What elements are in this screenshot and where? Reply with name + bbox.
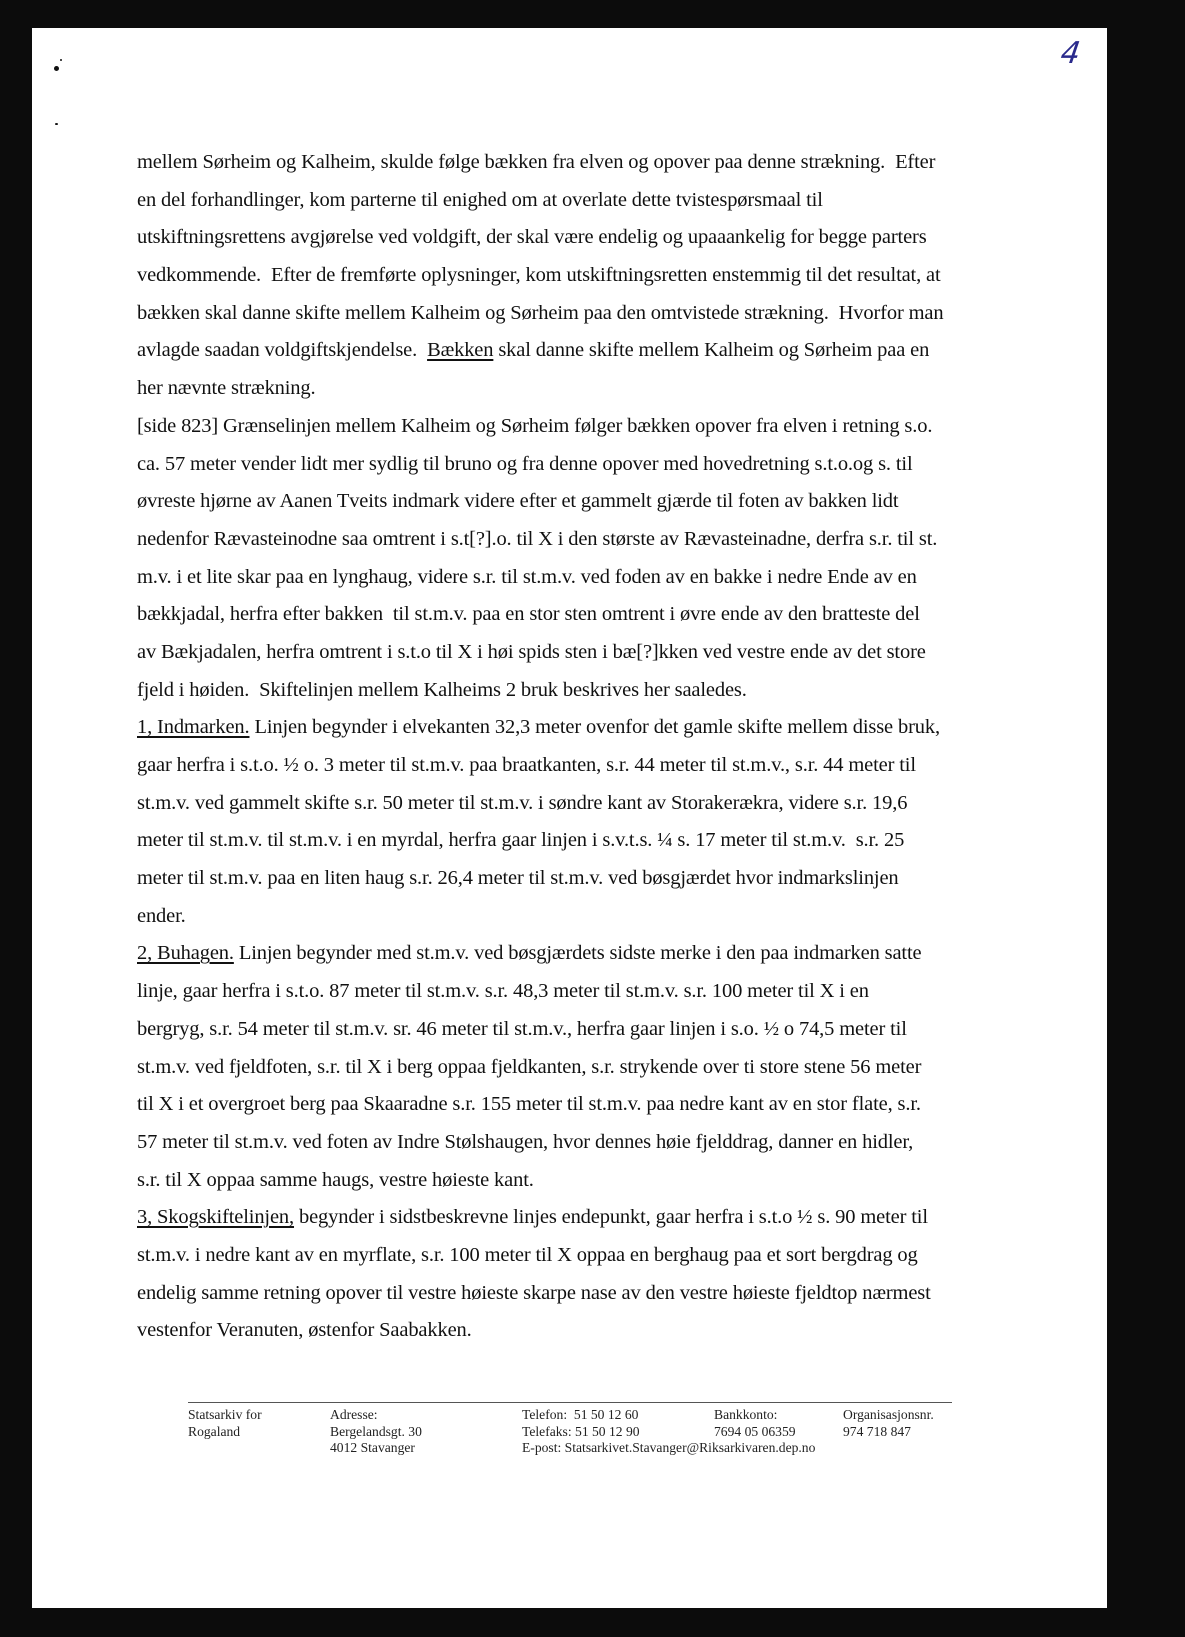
footer-org-number: [843, 1407, 934, 1440]
paragraph: [137, 935, 1037, 1199]
letterhead-footer: [188, 1402, 952, 1455]
line-text: endelig samme retning opover til vestre høieste skarpe nase av den vestre høieste fjeldtop nærmest: [137, 1281, 931, 1304]
paragraph: [137, 709, 1037, 935]
text-line: [137, 219, 1037, 257]
text-line: [137, 257, 1037, 295]
line-text: ca. 57 meter vender lidt mer sydlig til bruno og fra denne opover med hovedretning s.t.o.og s. til: [137, 452, 913, 475]
line-text: en del forhandlinger, kom parterne til enighed om at overlate dette tvistespørsmaal til: [137, 188, 823, 211]
line-text: meter til st.m.v. til st.m.v. i en myrdal, herfra gaar linjen i s.v.t.s. ¼ s. 17 meter til st.m.v. s.r. 25: [137, 829, 905, 852]
line-text: gaar herfra i s.t.o. ½ o. 3 meter til st.m.v. paa braatkanten, s.r. 44 meter til st.m.v., s.r. 44 meter til: [137, 754, 916, 776]
underlined-heading: 1, Indmarken.: [137, 716, 250, 739]
footer-text: Bankkonto:: [714, 1407, 778, 1422]
text-line: [137, 144, 1037, 182]
line-text: bergryg, s.r. 54 meter til st.m.v. sr. 46 meter til st.m.v., herfra gaar linjen i s.o. ½ o 74,5 meter til: [137, 1017, 907, 1040]
underlined-heading: 2, Buhagen.: [137, 942, 234, 965]
line-text: bækken skal danne skifte mellem Kalheim og Sørheim paa den omtvistede strækning. Hvorfor man: [137, 301, 944, 324]
line-text: vestenfor Veranuten, østenfor Saabakken.: [137, 1319, 472, 1342]
line-text: skal danne skifte mellem Kalheim og Sørheim paa en: [493, 339, 930, 362]
line-text: bækkjadal, herfra efter bakken til st.m.v. paa en stor sten omtrent i øvre ende av den bratteste del: [137, 603, 920, 626]
text-line: [137, 785, 1037, 823]
footer-text: Adresse:: [330, 1407, 378, 1422]
line-text: begynder i sidstbeskrevne linjes endepunkt, gaar herfra i s.t.o ½ s. 90 meter til: [294, 1206, 928, 1229]
footer-text: Organisasjonsnr.: [843, 1407, 934, 1422]
line-text: Linjen begynder i elvekanten 32,3 meter ovenfor det gamle skifte mellem disse bruk,: [249, 716, 940, 739]
text-line: [137, 935, 1037, 973]
text-line: [137, 1049, 1037, 1087]
text-line: [137, 332, 1037, 370]
text-line: [137, 446, 1037, 484]
text-line: [137, 596, 1037, 634]
text-line: [137, 1086, 1037, 1124]
line-text: vedkommende. Efter de fremførte oplysninger, kom utskiftningsretten enstemmig til det resultat, at: [137, 264, 941, 287]
line-text: st.m.v. i nedre kant av en myrflate, s.r. 100 meter til X oppaa en berghaug paa et sort bergdrag og: [137, 1243, 918, 1266]
line-text: [side 823] Grænselinjen mellem Kalheim og Sørheim følger bækken opover fra elven i retning s.o.: [137, 414, 933, 437]
footer-address: [330, 1407, 422, 1457]
text-line: [137, 898, 1037, 936]
handwritten-page-number: 4: [1058, 36, 1083, 71]
line-text: 57 meter til st.m.v. ved foten av Indre Stølshaugen, hvor dennes høie fjelddrag, danner en hidler,: [137, 1130, 914, 1153]
footer-text: Rogaland: [188, 1423, 241, 1439]
footer-phone: Telefon: 51 50 12 60: [522, 1407, 639, 1422]
line-text: st.m.v. ved fjeldfoten, s.r. til X i berg oppaa fjeldkanten, s.r. strykende over ti store stene 56 meter: [137, 1055, 922, 1078]
underlined-heading: Bækken: [427, 339, 494, 362]
scan-speck: [60, 59, 62, 61]
line-text: til X i et overgroet berg paa Skaaradne s.r. 155 meter til st.m.v. paa nedre kant av en stor flate, s.r.: [137, 1093, 921, 1116]
text-line: [137, 408, 1037, 446]
text-line: [137, 973, 1037, 1011]
footer-email[interactable]: E-post: Statsarkivet.Stavanger@Riksarkivaren.dep.no: [522, 1440, 816, 1455]
footer-text: Statsarkiv for: [188, 1407, 262, 1422]
text-line: [137, 672, 1037, 710]
line-text: av Bækjadalen, herfra omtrent i s.t.o til X i høi spids sten i bæ[?]kken ved vestre ende av det store: [137, 640, 926, 663]
footer-institution: [188, 1407, 262, 1440]
paragraph: [137, 408, 1037, 710]
text-line: [137, 483, 1037, 521]
text-line: [137, 860, 1037, 898]
text-line: [137, 1275, 1037, 1313]
footer-bank: [714, 1407, 796, 1440]
line-text: st.m.v. ved gammelt skifte s.r. 50 meter til st.m.v. i søndre kant av Storakerækra, videre s.r. 19,6: [137, 791, 908, 814]
footer-text: 7694 05 06359: [714, 1423, 796, 1439]
text-line: [137, 1162, 1037, 1200]
line-text: Linjen begynder med st.m.v. ved bøsgjærdets sidste merke i den paa indmarken satte: [233, 942, 922, 965]
paragraph: [137, 144, 1037, 408]
text-line: [137, 182, 1037, 220]
scan-speck: [55, 123, 58, 125]
document-page: [32, 28, 1107, 1608]
text-line: [137, 822, 1037, 860]
text-line: [137, 1124, 1037, 1162]
line-text: m.v. i et lite skar paa en lynghaug, videre s.r. til st.m.v. ved foden av en bakke i nedre Ende av en: [137, 565, 917, 588]
line-text: fjeld i høiden. Skiftelinjen mellem Kalheims 2 bruk beskrives her saaledes.: [137, 678, 747, 701]
text-line: [137, 370, 1037, 408]
text-line: [137, 295, 1037, 333]
text-line: [137, 1237, 1037, 1275]
text-line: [137, 747, 1037, 785]
line-text: avlagde saadan voldgiftskjendelse.: [137, 339, 428, 362]
footer-fax: Telefaks: 51 50 12 90: [522, 1423, 640, 1439]
footer-text: 974 718 847: [843, 1423, 911, 1439]
text-line: [137, 521, 1037, 559]
line-text: øvreste hjørne av Aanen Tveits indmark videre efter et gammelt gjærde til foten av bakken lidt: [137, 490, 899, 513]
line-text: linje, gaar herfra i s.t.o. 87 meter til st.m.v. s.r. 48,3 meter til st.m.v. s.r. 100 meter til X i en: [137, 980, 869, 1003]
line-text: meter til st.m.v. paa en liten haug s.r. 26,4 meter til st.m.v. ved bøsgjærdet hvor indmarkslinjen: [137, 867, 899, 890]
text-line: [137, 1312, 1037, 1350]
text-line: [137, 709, 1037, 747]
scan-speck: [54, 66, 59, 71]
footer-text: 4012 Stavanger: [330, 1440, 415, 1455]
text-line: [137, 1011, 1037, 1049]
footer-text: Bergelandsgt. 30: [330, 1423, 422, 1439]
line-text: ender.: [137, 904, 186, 927]
line-text: s.r. til X oppaa samme haugs, vestre høieste kant.: [137, 1168, 534, 1191]
text-line: [137, 634, 1037, 672]
text-line: [137, 559, 1037, 597]
text-line: [137, 1199, 1037, 1237]
line-text: her nævnte strækning.: [137, 377, 316, 400]
line-text: nedenfor Rævasteinodne saa omtrent i s.t[?].o. til X i den største av Rævasteinadne, derfra s.r. til st.: [137, 527, 938, 550]
underlined-heading: 3, Skogskiftelinjen,: [137, 1206, 295, 1229]
line-text: utskiftningsrettens avgjørelse ved voldgift, der skal være endelig og upaaankelig for begge parters: [137, 226, 927, 249]
line-text: mellem Sørheim og Kalheim, skulde følge bækken fra elven og opover paa denne strækning. Efter: [137, 151, 936, 173]
document-body: [137, 144, 1037, 1350]
paragraph: [137, 1199, 1037, 1350]
